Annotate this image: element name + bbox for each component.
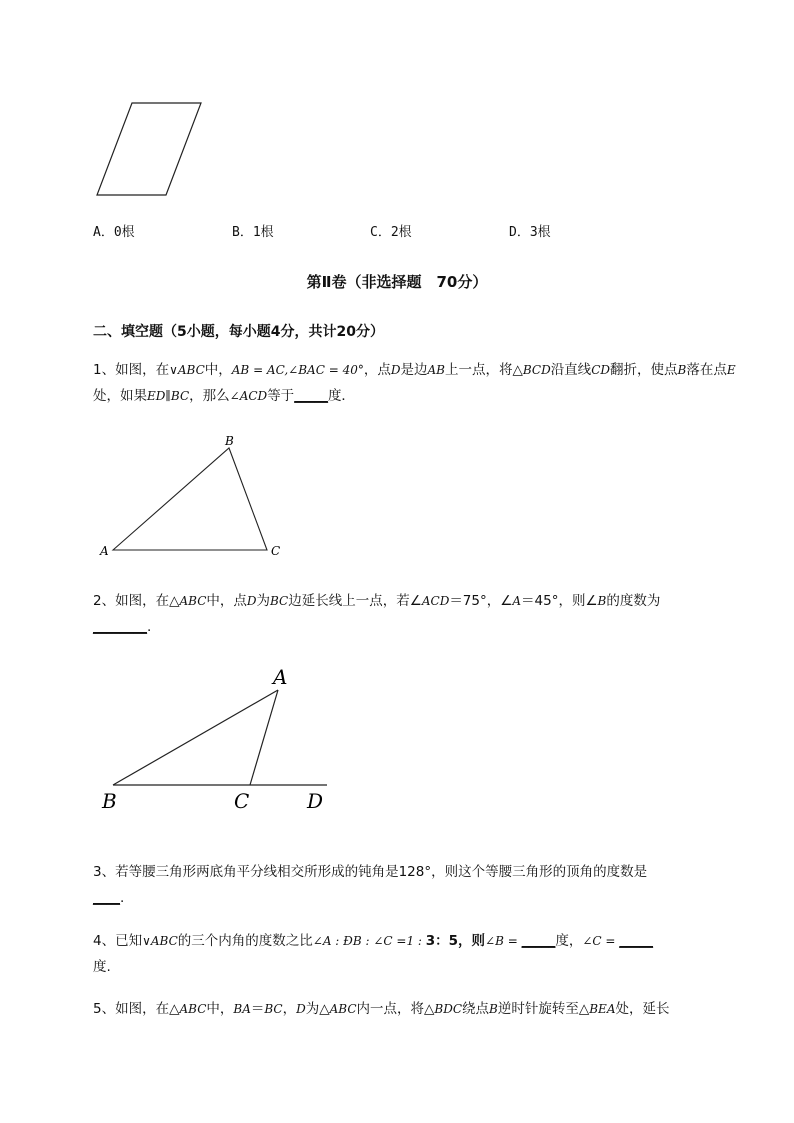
- q2-text-5: ＝75°，∠: [449, 593, 513, 609]
- q4-answer-blank-b: _____: [521, 933, 556, 949]
- q3-answer-blank: ____: [93, 890, 120, 906]
- q2-text-7: 的度数为: [606, 593, 661, 609]
- q3-text-1: 3、若等腰三角形两底角平分线相交所形成的钝角是128°，则这个等腰三角形的顶角的度数是: [93, 864, 648, 880]
- q1-label-a: A: [100, 544, 109, 558]
- option-b: B．1根: [232, 225, 274, 240]
- q5-math-4: D: [296, 1002, 306, 1016]
- q1-math-4: AB: [427, 363, 445, 377]
- q4-text-2: 的三个内角的度数之比: [177, 933, 313, 949]
- q2-math-6: B: [597, 594, 607, 608]
- option-c: C．2根: [370, 225, 412, 240]
- q2-math-5: A: [512, 594, 522, 608]
- q5-math-3: BC: [264, 1002, 283, 1016]
- q2-triangle-figure: [95, 662, 345, 817]
- q4-answer-blank-c: _____: [619, 933, 654, 949]
- q1-text-4: 是边: [400, 362, 428, 378]
- question-5: [93, 996, 753, 1022]
- question-3: [93, 859, 753, 911]
- q2-line-ba: [113, 690, 278, 785]
- q1-triangle-shape: [113, 448, 267, 550]
- q4-text-1: 4、已知: [93, 933, 143, 949]
- q2-label-a: A: [273, 665, 288, 689]
- q1-text-2: 中，: [204, 362, 232, 378]
- q1-text-12: 度．: [327, 388, 355, 404]
- parallelogram-figure: [90, 98, 210, 200]
- q2-text-4: 边延长线上一点，若∠: [288, 593, 422, 609]
- option-a: A．0根: [93, 225, 135, 240]
- q1-math-2: AB = AC,∠BAC = 40°: [231, 363, 364, 377]
- q1-text-1: 1、如图，在: [93, 362, 170, 378]
- q2-text-1: 2、如图，在△: [93, 593, 180, 609]
- q5-math-6: BDC: [434, 1002, 463, 1016]
- q4-text-4: 度，: [555, 933, 583, 949]
- q1-math-10: ∠ACD: [229, 389, 268, 403]
- q5-math-5: ABC: [329, 1002, 357, 1016]
- question-2: [93, 588, 753, 640]
- q1-math-7: B: [677, 363, 687, 377]
- q2-math-4: ACD: [421, 594, 450, 608]
- q4-math-1: ∨ABC: [142, 934, 178, 948]
- q5-math-7: B: [489, 1002, 498, 1016]
- q1-label-c: C: [271, 544, 281, 558]
- q3-text-2: .: [120, 890, 125, 906]
- q1-text-7: 翻折，使点: [610, 362, 678, 378]
- question-1: [93, 357, 753, 409]
- q4-text-3: 3：5，则: [425, 933, 486, 949]
- q5-math-2: BA: [233, 1002, 251, 1016]
- q1-text-11: 等于: [267, 388, 295, 404]
- q5-text-6: 内一点，将△: [356, 1001, 435, 1017]
- part-heading: 二、填空题（5小题，每小题4分，共计20分）: [93, 324, 384, 340]
- q5-text-4: ，: [282, 1001, 297, 1017]
- q5-text-8: 逆时针旋转至△: [497, 1001, 590, 1017]
- q1-math-9: ED∥BC: [147, 389, 190, 403]
- question-4: [93, 928, 753, 980]
- q1-text-10: ，那么: [189, 388, 230, 404]
- q1-text-5: 上一点，将△: [444, 362, 523, 378]
- q2-math-3: BC: [270, 594, 289, 608]
- q1-math-6: CD: [591, 363, 610, 377]
- section-title: 第Ⅱ卷（非选择题 70分）: [306, 273, 488, 291]
- q4-math-2: ∠A : ÐB : ∠C =1 :: [312, 934, 426, 948]
- q1-math-5: BCD: [522, 363, 551, 377]
- q1-text-6: 沿直线: [550, 362, 592, 378]
- q2-text-8: .: [147, 619, 152, 635]
- q2-answer-blank: ________: [93, 619, 147, 635]
- q5-math-1: ABC: [179, 1002, 207, 1016]
- q5-math-8: BEA: [589, 1002, 616, 1016]
- q1-triangle-figure: [95, 430, 295, 560]
- q2-math-2: D: [246, 594, 257, 608]
- q2-label-c: C: [234, 789, 250, 813]
- q5-text-3: ＝: [250, 1001, 265, 1017]
- q1-answer-blank: _____: [294, 388, 328, 404]
- q5-text-7: 绕点: [462, 1001, 490, 1017]
- q2-label-d: D: [307, 789, 324, 813]
- q1-math-8: E: [726, 363, 736, 377]
- q5-text-9: 处，延长: [615, 1001, 670, 1017]
- parallelogram-shape: [97, 103, 201, 195]
- q4-math-3: ∠B =: [485, 934, 522, 948]
- q2-text-2: 中，点: [206, 593, 247, 609]
- q5-text-1: 5、如图，在△: [93, 1001, 180, 1017]
- q4-math-4: ∠C =: [582, 934, 620, 948]
- q5-text-5: 为△: [305, 1001, 330, 1017]
- q1-math-1: ∨ABC: [169, 363, 205, 377]
- q5-text-2: 中，: [206, 1001, 234, 1017]
- q2-text-6: ＝45°，则∠: [521, 593, 598, 609]
- q2-label-b: B: [102, 789, 117, 813]
- q1-text-9: 处，如果: [93, 388, 147, 404]
- q1-text-3: ，点: [363, 362, 391, 378]
- q4-text-5: 度.: [93, 959, 111, 975]
- option-d: D．3根: [509, 225, 551, 240]
- q1-text-8: 落在点: [686, 362, 727, 378]
- q1-math-3: D: [390, 363, 401, 377]
- q2-math-1: ABC: [179, 594, 207, 608]
- q2-text-3: 为: [256, 593, 270, 609]
- q1-label-b: B: [225, 434, 234, 448]
